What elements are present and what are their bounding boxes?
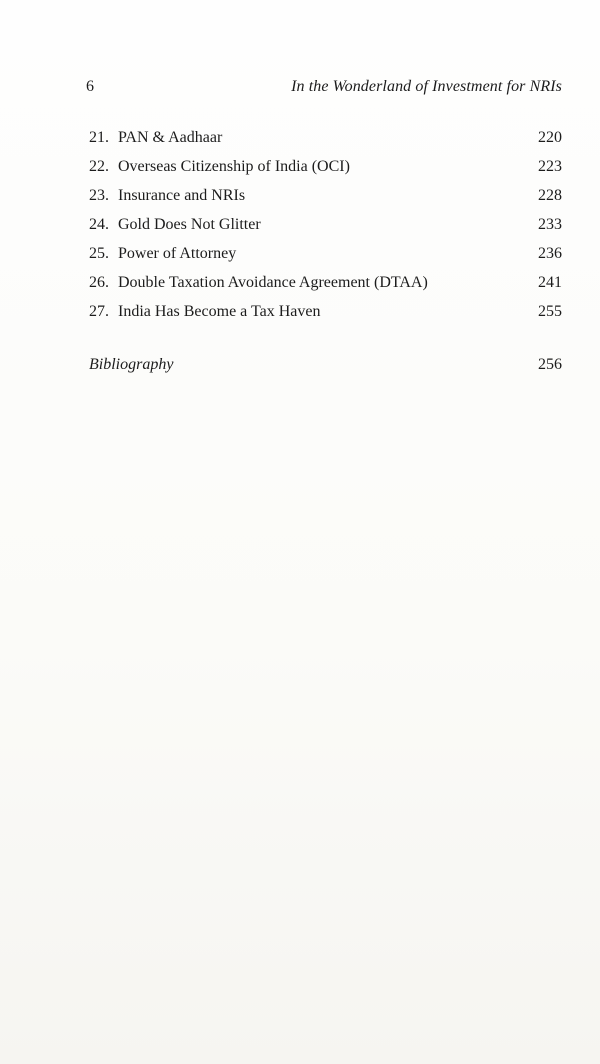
chapter-number: 22. — [89, 158, 109, 175]
chapter-page: 223 — [538, 158, 562, 175]
chapter-page: 220 — [538, 129, 562, 146]
running-head — [86, 78, 562, 102]
chapter-number: 21. — [89, 129, 109, 146]
bibliography-entry — [86, 356, 562, 380]
chapter-title: Power of Attorney — [118, 245, 237, 262]
bibliography-label: Bibliography — [89, 356, 174, 373]
table-of-contents — [86, 127, 562, 330]
chapter-page: 228 — [538, 187, 562, 204]
bibliography-page: 256 — [538, 356, 562, 373]
chapter-title: Overseas Citizenship of India (OCI) — [118, 158, 350, 175]
book-title: In the Wonderland of Investment for NRIs — [291, 78, 562, 95]
chapter-title: PAN & Aadhaar — [118, 129, 223, 146]
chapter-title: Insurance and NRIs — [118, 187, 246, 204]
toc-entry — [86, 301, 562, 330]
chapter-page: 236 — [538, 245, 562, 262]
chapter-page: 241 — [538, 274, 562, 291]
toc-entry — [86, 185, 562, 214]
toc-entry — [86, 156, 562, 185]
chapter-number: 24. — [89, 216, 109, 233]
page-number: 6 — [86, 78, 94, 95]
chapter-number: 23. — [89, 187, 109, 204]
chapter-title: India Has Become a Tax Haven — [118, 303, 321, 320]
chapter-number: 25. — [89, 245, 109, 262]
toc-entry — [86, 243, 562, 272]
chapter-page: 255 — [538, 303, 562, 320]
toc-entry — [86, 214, 562, 243]
chapter-title: Double Taxation Avoidance Agreement (DTAA) — [118, 274, 428, 291]
chapter-number: 26. — [89, 274, 109, 291]
chapter-page: 233 — [538, 216, 562, 233]
chapter-title: Gold Does Not Glitter — [118, 216, 261, 233]
toc-entry — [86, 127, 562, 156]
chapter-number: 27. — [89, 303, 109, 320]
toc-entry — [86, 272, 562, 301]
